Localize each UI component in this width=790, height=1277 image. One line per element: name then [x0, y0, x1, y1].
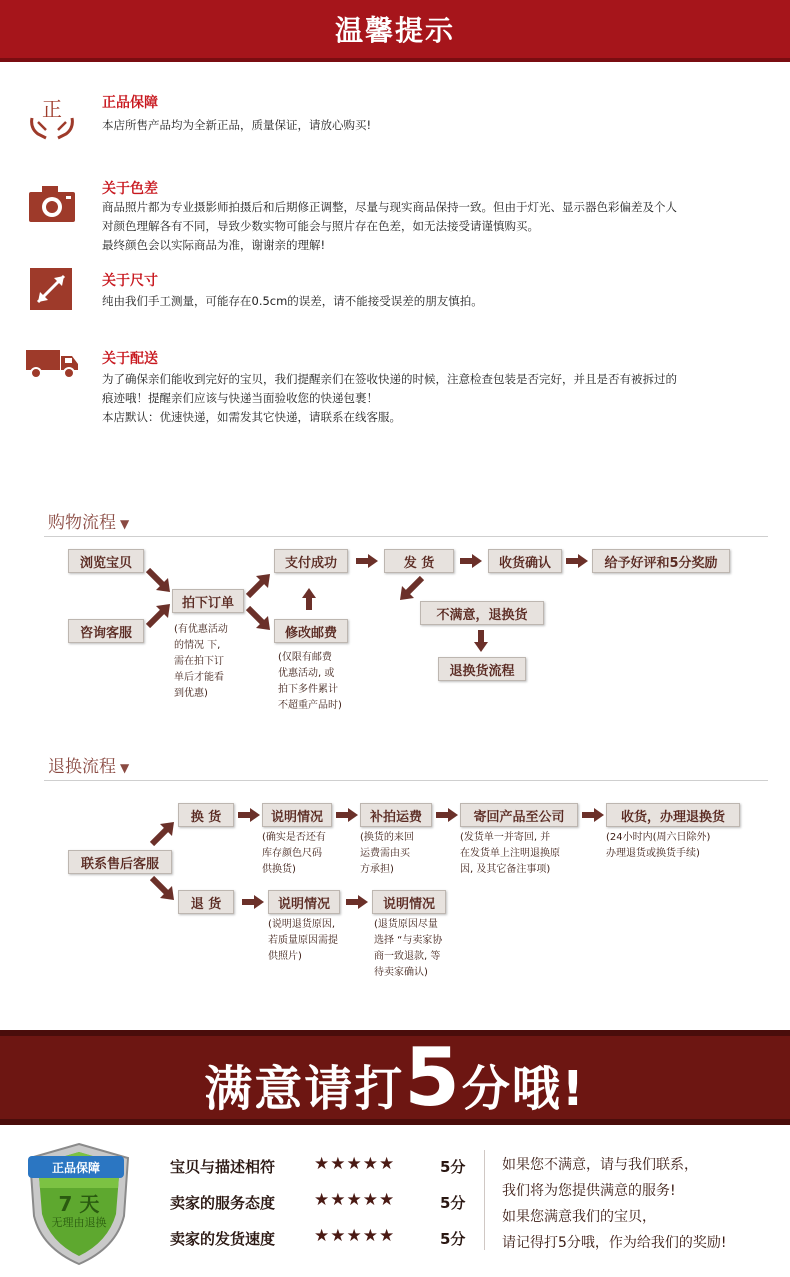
- return-flow-box: 退换货流程: [438, 657, 526, 681]
- message-line: 请记得打5分哦，作为给我们的奖励!: [502, 1235, 727, 1251]
- tip-title: 关于色差: [102, 181, 158, 197]
- rating-score: 5分: [440, 1194, 466, 1212]
- arrow-right-icon: [242, 895, 264, 909]
- divider: [484, 1150, 485, 1250]
- badge-top-label: 正品保障: [28, 1156, 124, 1178]
- genuine-hands-icon: [26, 92, 78, 136]
- five-stars-icon: ★★★★★: [314, 1226, 396, 1246]
- page-title: 温馨提示: [334, 14, 455, 47]
- exchange-box: 换 货: [178, 803, 234, 827]
- explain-box: 说明情况: [268, 890, 340, 914]
- arrow-up-right-icon: [146, 602, 172, 628]
- message-line: 如果您不满意，请与我们联系，: [502, 1157, 698, 1173]
- banner-text: 满意请打5分哦!: [204, 1031, 586, 1124]
- review-box: 给予好评和5分奖励: [592, 549, 730, 573]
- rating-banner: [0, 1030, 790, 1125]
- badge-days: 7 天: [58, 1192, 100, 1216]
- arrow-up-right-icon: [150, 820, 176, 846]
- arrow-right-icon: [346, 895, 368, 909]
- tip-text-line: 最终颜色会以实际商品为准，谢谢亲的理解!: [102, 238, 326, 252]
- truck-icon: [26, 346, 78, 390]
- arrow-down-icon: [474, 630, 488, 652]
- return-flow-label: 退换流程: [48, 757, 116, 777]
- return-flow-title: [48, 752, 129, 777]
- repay-note: (换货的来回 运费需由买 方承担): [360, 832, 414, 875]
- send-back-note: (发货单一并寄回, 并 在发货单上注明退换原 因, 及其它备注事项): [460, 832, 560, 875]
- arrow-down-right-icon: [146, 568, 172, 594]
- divider: [44, 536, 768, 537]
- contact-service-box: 联系售后客服: [68, 850, 172, 874]
- arrow-right-icon: [436, 808, 458, 822]
- tip-text-line: 纯由我们手工测量，可能存在0.5cm的误差，请不能接受误差的朋友慎拍。: [102, 294, 483, 308]
- receive-process-box: 收货，办理退换货: [606, 803, 740, 827]
- repay-shipping-box: 补拍运费: [360, 803, 432, 827]
- message-line: 我们将为您提供满意的服务!: [502, 1183, 676, 1199]
- pay-box: 支付成功: [274, 549, 348, 573]
- badge-sub: 无理由退换: [51, 1216, 107, 1229]
- arrow-down-left-icon: [398, 576, 424, 602]
- triangle-down-icon: ▼: [120, 761, 130, 775]
- genuine-char: 正: [42, 97, 62, 121]
- modify-note: (仅限有邮费 优惠活动, 或 拍下多件累计 不超重产品时): [278, 652, 342, 711]
- guarantee-badge: [24, 1140, 134, 1268]
- rating-label: 宝贝与描述相符: [170, 1158, 276, 1176]
- camera-icon: [26, 182, 78, 226]
- rating-label: 卖家的服务态度: [170, 1194, 276, 1212]
- tip-title: 正品保障: [102, 95, 158, 111]
- arrow-right-icon: [336, 808, 358, 822]
- arrow-up-right-icon: [246, 572, 272, 598]
- tip-text-line: 痕迹哦！提醒亲们应该与快递当面验收您的快递包裹！: [102, 391, 378, 405]
- tip-text-line: 商品照片都为专业摄影师拍摄后和后期修正调整，尽量与现实商品保持一致。但由于灯光、显示器色彩偏差及个人: [102, 200, 677, 214]
- browse-box: 浏览宝贝: [68, 549, 144, 573]
- arrow-right-icon: [460, 554, 482, 568]
- tip-text-line: 本店所售产品均为全新正品，质量保证，请放心购买!: [102, 118, 372, 132]
- tip-text-line: 为了确保亲们能收到完好的宝贝，我们提醒亲们在签收快递的时候，注意检查包装是否完好，并且是否有被拆过的: [102, 372, 677, 386]
- arrow-right-icon: [238, 808, 260, 822]
- tip-title: 关于配送: [102, 351, 158, 367]
- explain-note: (说明退货原因, 若质量原因需提 供照片): [268, 919, 338, 962]
- tip-title: 关于尺寸: [102, 273, 158, 289]
- five-stars-icon: ★★★★★: [314, 1190, 396, 1210]
- ship-box: 发 货: [384, 549, 454, 573]
- send-back-box: 寄回产品至公司: [460, 803, 578, 827]
- arrow-down-right-icon: [246, 606, 272, 632]
- modify-shipping-box: 修改邮费: [274, 619, 348, 643]
- rating-score: 5分: [440, 1230, 466, 1248]
- message-line: 如果您满意我们的宝贝，: [502, 1209, 656, 1225]
- resize-arrow-icon: [26, 268, 78, 312]
- consult-box: 咨询客服: [68, 619, 144, 643]
- shopping-flow-title: [48, 508, 129, 533]
- receive-note: (24小时内(周六日除外) 办理退货或换货手续): [606, 832, 711, 859]
- unsatisfied-box: 不满意，退换货: [420, 601, 544, 625]
- arrow-up-icon: [302, 588, 316, 610]
- tip-text-line: 本店默认：优速快递，如需发其它快递，请联系在线客服。: [102, 410, 401, 424]
- order-box: 拍下订单: [172, 589, 244, 613]
- triangle-down-icon: ▼: [120, 517, 130, 531]
- refund-box: 退 货: [178, 890, 234, 914]
- arrow-down-right-icon: [150, 876, 176, 902]
- explain-note: (退货原因尽量 选择 “与卖家协 商一致退款, 等 待卖家确认): [374, 919, 443, 978]
- divider: [44, 780, 768, 781]
- arrow-right-icon: [582, 808, 604, 822]
- header-bar: [0, 0, 790, 62]
- arrow-right-icon: [566, 554, 588, 568]
- explain-note: (确实是否还有 库存颜色尺码 供换货): [262, 832, 326, 875]
- arrow-right-icon: [356, 554, 378, 568]
- confirm-box: 收货确认: [488, 549, 562, 573]
- order-note: (有优惠活动 的情况 下, 需在拍下订 单后才能看 到优惠): [174, 624, 228, 699]
- tip-text-line: 对颜色理解各有不同，导致少数实物可能会与照片存在色差，如无法接受请谨慎购买。: [102, 219, 539, 233]
- rating-label: 卖家的发货速度: [170, 1230, 276, 1248]
- explain-box: 说明情况: [372, 890, 446, 914]
- five-stars-icon: ★★★★★: [314, 1154, 396, 1174]
- shopping-flow-label: 购物流程: [48, 513, 116, 533]
- rating-score: 5分: [440, 1158, 466, 1176]
- explain-box: 说明情况: [262, 803, 332, 827]
